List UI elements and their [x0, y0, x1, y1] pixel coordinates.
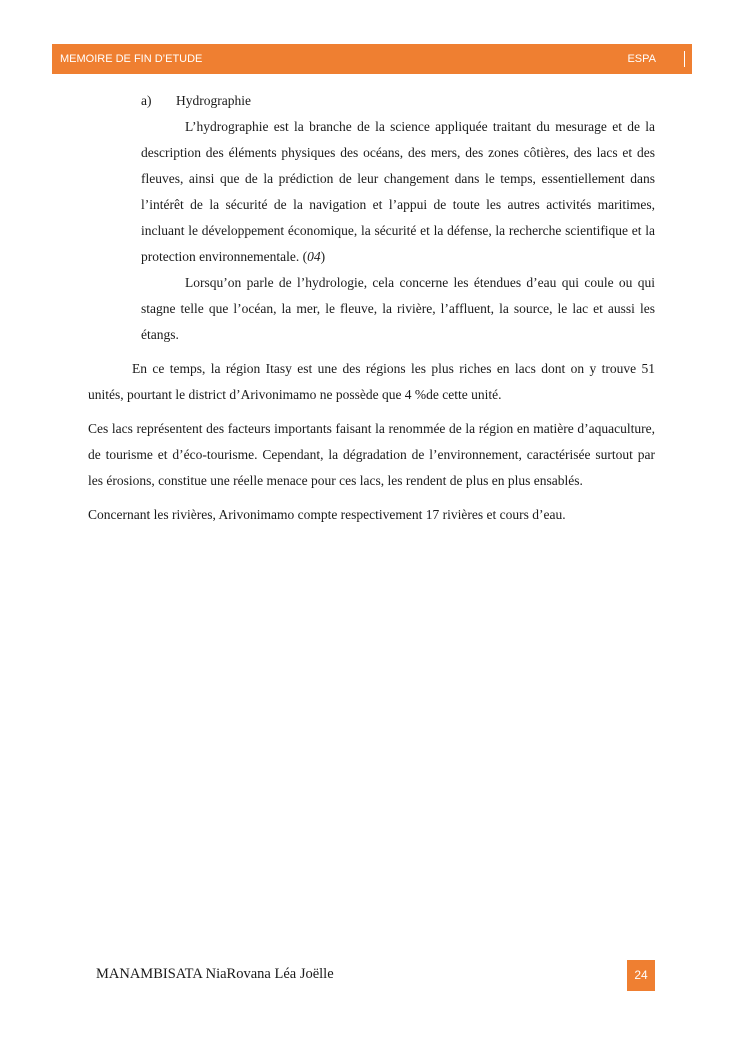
section-heading — [141, 88, 655, 114]
paragraph-hydrologie: Lorsqu’on parle de l’hydrologie, cela concerne les étendues d’eau qui coule ou qui stagne telle que l’océan, la mer, le fleuve, la rivière, l’affluent, la source, le lac et aussi les étangs. — [141, 275, 655, 342]
document-body — [88, 88, 655, 528]
paragraph-lacs: Ces lacs représentent des facteurs importants faisant la renommée de la région en matière d’aquaculture, de tourisme et d’éco-tourisme. Cependant, la dégradation de l’environnement, caractérisée surtout par les érosions, constitue une réelle menace pour ces lacs, les rendent de plus en plus ensablés. — [88, 421, 655, 488]
citation-close: ) — [320, 249, 326, 264]
spacer — [88, 408, 655, 416]
section-title: Hydrographie — [176, 93, 251, 108]
footer-author: MANAMBISATA NiaRovana Léa Joëlle — [96, 966, 334, 982]
page-header — [52, 44, 692, 74]
header-school: ESPA — [627, 53, 656, 65]
page-number: 24 — [627, 960, 655, 991]
list-marker: a) — [141, 93, 152, 108]
header-divider — [684, 51, 685, 67]
spacer — [88, 348, 655, 356]
citation-ref: 04 — [307, 249, 321, 264]
paragraph-itasy: En ce temps, la région Itasy est une des régions les plus riches en lacs dont on y trouve 51 unités, pourtant le district d’Arivonimamo ne possède que 4 %de cette unité. — [88, 361, 655, 402]
indented-block — [141, 114, 655, 348]
paragraph-rivieres: Concernant les rivières, Arivonimamo compte respectivement 17 rivières et cours d’eau. — [88, 507, 566, 522]
paragraph-hydrographie — [141, 114, 655, 270]
spacer — [88, 494, 655, 502]
paragraph-text: L’hydrographie est la branche de la science appliquée traitant du mesurage et de la description des éléments physiques des océans, des mers, des zones côtières, des lacs et des fleuves, ainsi que de la prédiction de leur changement dans le temps, essentiellement dans l’intérêt de la sécurité de la navigation et l’appui de toute les autres activités maritimes, incluant le développement économique, la sécurité et la défense, la recherche scientifique et la protection environnementale. ( — [141, 119, 655, 264]
header-title: MEMOIRE DE FIN D’ETUDE — [60, 53, 203, 65]
